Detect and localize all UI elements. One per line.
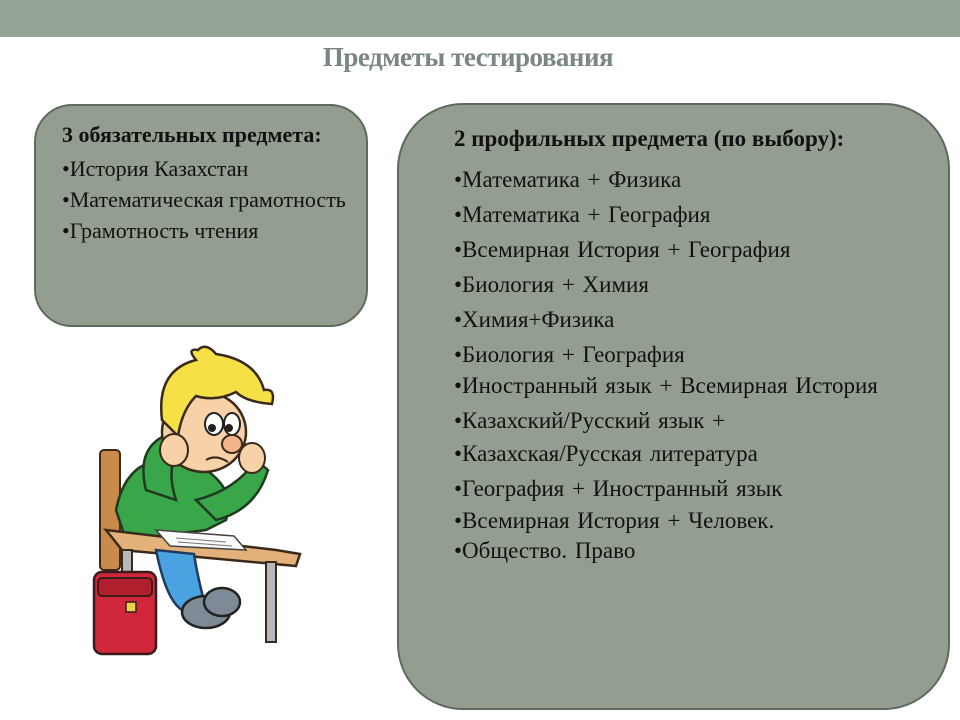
top-bar xyxy=(0,0,960,37)
profile-subjects-box xyxy=(397,103,950,710)
profile-item: •География + Иностранный язык xyxy=(454,476,783,501)
mandatory-item: •Математическая грамотность xyxy=(62,187,346,212)
profile-item: •Всемирная История + Человек. xyxy=(454,508,775,533)
slide-title: Предметы тестирования xyxy=(322,42,614,72)
profile-item: •Казахская/Русская литература xyxy=(454,441,758,466)
profile-item: •Биология + Химия xyxy=(454,272,649,297)
boy-at-desk-illustration xyxy=(86,340,306,660)
mandatory-item: •История Казахстан xyxy=(62,156,249,181)
profile-item: •Математика + География xyxy=(454,202,711,227)
profile-item: •Биология + География xyxy=(454,342,685,367)
profile-item: •Математика + Физика xyxy=(454,167,682,192)
mandatory-subjects-box xyxy=(34,104,368,327)
profile-item: •Общество. Право xyxy=(454,538,636,563)
profile-heading: 2 профильных предмета (по выбору): xyxy=(454,126,845,151)
mandatory-item: •Грамотность чтения xyxy=(62,218,259,243)
profile-item: •Всемирная История + География xyxy=(454,237,791,262)
profile-item: •Казахский/Русский язык + xyxy=(454,408,726,433)
profile-item: •Химия+Физика xyxy=(454,307,615,332)
mandatory-heading: 3 обязательных предмета: xyxy=(62,122,322,147)
profile-item: •Иностранный язык + Всемирная История xyxy=(454,373,878,398)
